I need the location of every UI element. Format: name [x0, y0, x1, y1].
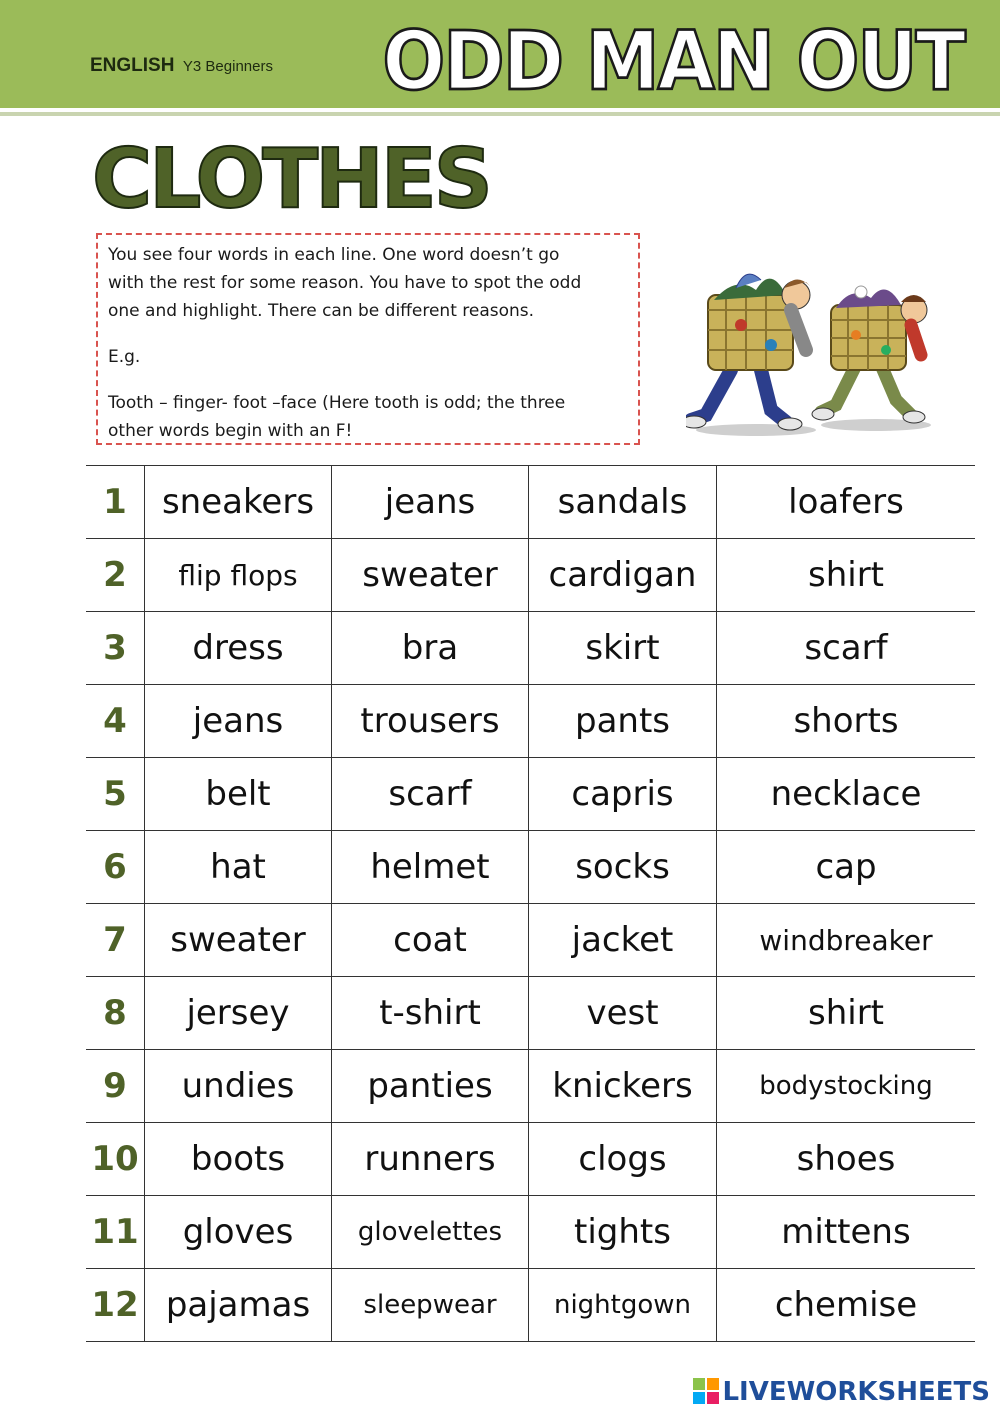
laundry-baskets-illustration-icon [686, 250, 946, 440]
table-row [86, 685, 975, 758]
word-cell[interactable]: socks [529, 831, 717, 904]
word-cell[interactable]: coat [332, 904, 529, 977]
word-cell[interactable]: jeans [145, 685, 332, 758]
banner-title: ODD MAN OUT [382, 14, 964, 109]
table-row [86, 758, 975, 831]
word-cell[interactable]: boots [145, 1123, 332, 1196]
word-cell[interactable]: vest [529, 977, 717, 1050]
row-number: 3 [86, 612, 145, 685]
word-cell[interactable]: helmet [332, 831, 529, 904]
word-cell[interactable]: jeans [332, 466, 529, 539]
word-cell[interactable]: chemise [717, 1269, 976, 1342]
word-cell[interactable]: t-shirt [332, 977, 529, 1050]
word-cell[interactable]: hat [145, 831, 332, 904]
word-cell[interactable]: cardigan [529, 539, 717, 612]
row-number: 9 [86, 1050, 145, 1123]
row-number: 10 [86, 1123, 145, 1196]
word-cell[interactable]: bodystocking [717, 1050, 976, 1123]
word-cell[interactable]: cap [717, 831, 976, 904]
word-cell[interactable]: windbreaker [717, 904, 976, 977]
word-cell[interactable]: runners [332, 1123, 529, 1196]
row-number: 2 [86, 539, 145, 612]
word-cell[interactable]: sweater [145, 904, 332, 977]
instructions-box [96, 233, 640, 445]
word-cell[interactable]: shirt [717, 977, 976, 1050]
word-cell[interactable]: gloves [145, 1196, 332, 1269]
example-line: Tooth – finger- foot –face (Here tooth is odd; the three [108, 393, 566, 413]
subject-level: Y3 Beginners [182, 58, 273, 75]
table-row [86, 831, 975, 904]
word-cell[interactable]: trousers [332, 685, 529, 758]
row-number: 12 [86, 1269, 145, 1342]
word-cell[interactable]: pants [529, 685, 717, 758]
word-cell[interactable]: shirt [717, 539, 976, 612]
liveworksheets-logo-icon [693, 1378, 719, 1404]
odd-man-out-table [86, 465, 975, 1342]
word-cell[interactable]: scarf [332, 758, 529, 831]
example-line: other words begin with an F! [108, 421, 353, 441]
word-cell[interactable]: sweater [332, 539, 529, 612]
word-cell[interactable]: capris [529, 758, 717, 831]
word-cell[interactable]: tights [529, 1196, 717, 1269]
word-cell[interactable]: sneakers [145, 466, 332, 539]
table-row [86, 466, 975, 539]
logo-text: LIVEWORKSHEETS [722, 1377, 990, 1407]
word-cell[interactable]: jersey [145, 977, 332, 1050]
table-row [86, 904, 975, 977]
word-cell[interactable]: jacket [529, 904, 717, 977]
word-cell[interactable]: scarf [717, 612, 976, 685]
table-row [86, 977, 975, 1050]
word-cell[interactable]: shoes [717, 1123, 976, 1196]
word-cell[interactable]: sandals [529, 466, 717, 539]
word-cell[interactable]: panties [332, 1050, 529, 1123]
word-cell[interactable]: glovelettes [332, 1196, 529, 1269]
example-label: E.g. [108, 347, 141, 367]
word-cell[interactable]: flip flops [145, 539, 332, 612]
word-cell[interactable]: undies [145, 1050, 332, 1123]
row-number: 7 [86, 904, 145, 977]
instruction-line: one and highlight. There can be different reasons. [108, 301, 535, 321]
row-number: 4 [86, 685, 145, 758]
table-row [86, 1050, 975, 1123]
word-cell[interactable]: mittens [717, 1196, 976, 1269]
word-cell[interactable]: sleepwear [332, 1269, 529, 1342]
word-cell[interactable]: nightgown [529, 1269, 717, 1342]
word-cell[interactable]: belt [145, 758, 332, 831]
table-row [86, 1123, 975, 1196]
word-cell[interactable]: skirt [529, 612, 717, 685]
header-divider [0, 112, 1000, 116]
row-number: 6 [86, 831, 145, 904]
row-number: 8 [86, 977, 145, 1050]
word-cell[interactable]: shorts [717, 685, 976, 758]
instruction-line: You see four words in each line. One word doesn’t go [108, 245, 560, 265]
row-number: 5 [86, 758, 145, 831]
word-cell[interactable]: pajamas [145, 1269, 332, 1342]
word-cell[interactable]: loafers [717, 466, 976, 539]
word-cell[interactable]: necklace [717, 758, 976, 831]
row-number: 11 [86, 1196, 145, 1269]
worksheet-title: CLOTHES [92, 132, 490, 227]
subject-label [90, 55, 273, 77]
instruction-line: with the rest for some reason. You have to spot the odd [108, 273, 582, 293]
table-row [86, 1269, 975, 1342]
word-cell[interactable]: bra [332, 612, 529, 685]
row-number: 1 [86, 466, 145, 539]
liveworksheets-logo[interactable] [693, 1377, 990, 1407]
table-row [86, 1196, 975, 1269]
word-cell[interactable]: clogs [529, 1123, 717, 1196]
word-cell[interactable]: knickers [529, 1050, 717, 1123]
word-cell[interactable]: dress [145, 612, 332, 685]
subject-name: ENGLISH [90, 55, 175, 76]
table-row [86, 612, 975, 685]
table-row [86, 539, 975, 612]
